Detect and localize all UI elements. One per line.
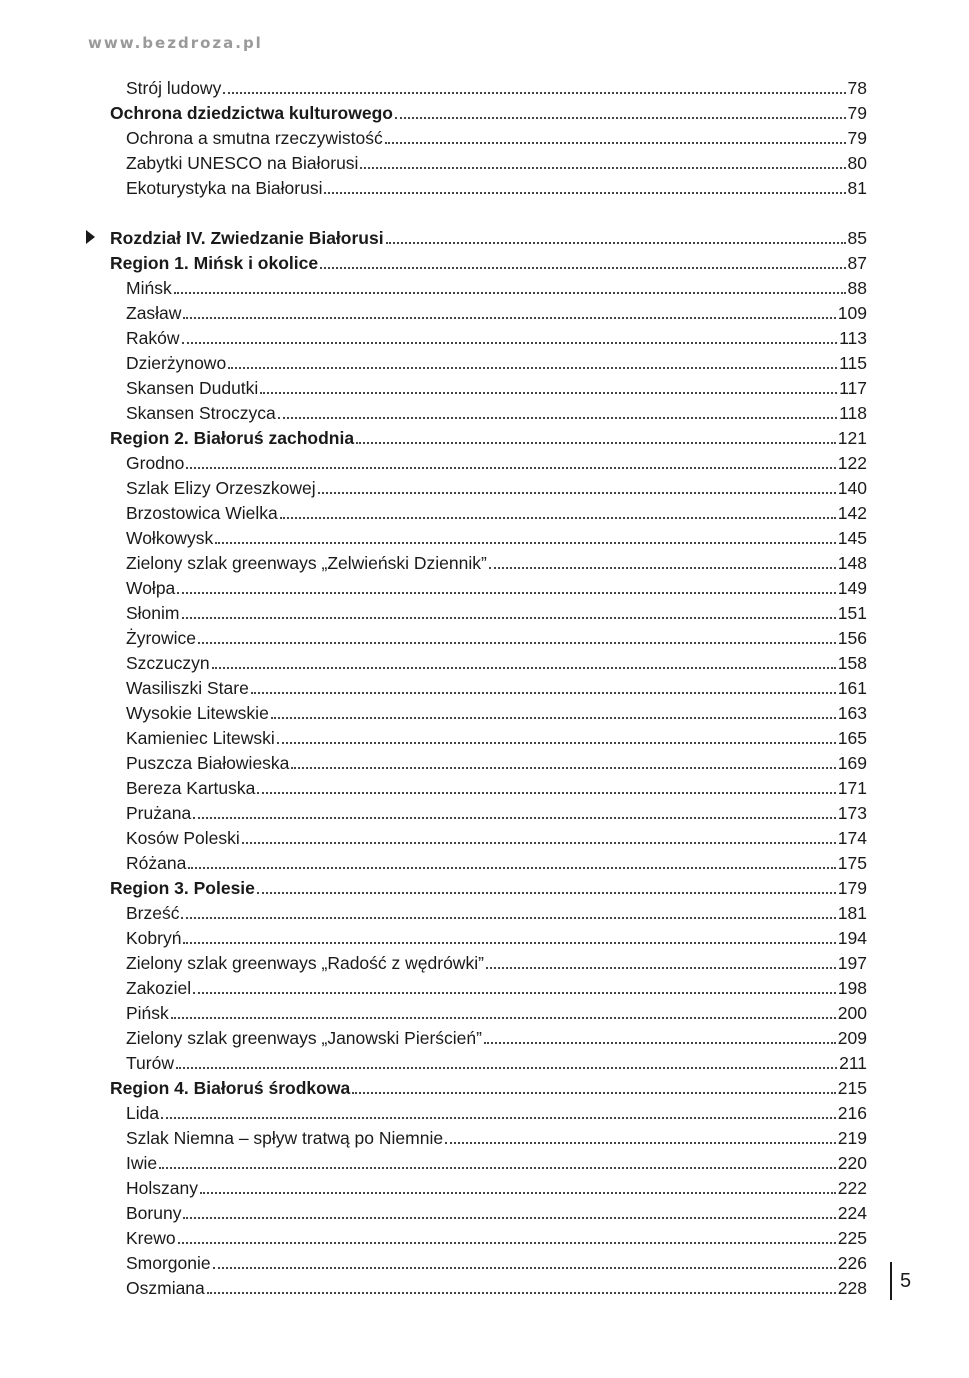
toc-entry-page: 156 [837, 628, 867, 648]
toc-entry-label: Strój ludowy [126, 78, 222, 98]
toc-entry-page: 220 [837, 1153, 867, 1173]
toc-entry-sub[interactable] [126, 1099, 867, 1124]
dot-leader [257, 792, 835, 794]
dot-leader [215, 542, 836, 544]
dot-leader [360, 167, 845, 169]
toc-entry-sub[interactable] [126, 799, 867, 824]
toc-entry-sub[interactable] [126, 374, 867, 399]
dot-leader [291, 767, 835, 769]
toc-entry-sub[interactable] [126, 574, 867, 599]
toc-entry-page: 145 [837, 528, 867, 548]
dot-leader [385, 142, 846, 144]
toc-entry-chapter[interactable] [110, 224, 867, 249]
dot-leader [183, 317, 835, 319]
toc-entry-sub[interactable] [126, 699, 867, 724]
toc-entry-label: Dzierżynowo [126, 353, 227, 373]
toc-entry-page: 169 [837, 753, 867, 773]
toc-entry-page: 142 [837, 503, 867, 523]
toc-entry-page: 121 [837, 428, 867, 448]
dot-leader [251, 692, 836, 694]
dot-leader [177, 592, 836, 594]
dot-leader [161, 1117, 836, 1119]
toc-entry-page: 215 [837, 1078, 867, 1098]
dot-leader [484, 1042, 836, 1044]
toc-entry-sub[interactable] [126, 924, 867, 949]
toc-entry-page: 181 [837, 903, 867, 923]
toc-entry-sub[interactable] [126, 1124, 867, 1149]
toc-entry-page: 81 [847, 178, 867, 198]
toc-entry-page: 80 [847, 153, 867, 173]
toc-entry-label: Szlak Elizy Orzeszkowej [126, 478, 316, 498]
toc-entry-page: 88 [847, 278, 867, 298]
toc-entry-sub[interactable] [126, 824, 867, 849]
dot-leader [223, 92, 845, 94]
dot-leader [212, 667, 836, 669]
toc-entry-label: Ochrona dziedzictwa kulturowego [110, 103, 393, 123]
toc-entry-label: Wysokie Litewskie [126, 703, 269, 723]
toc-entry-sub[interactable] [126, 299, 867, 324]
dot-leader [318, 492, 836, 494]
toc-entry-label: Kosów Poleski [126, 828, 240, 848]
toc-entry-page: 165 [837, 728, 867, 748]
toc-entry-page: 226 [837, 1253, 867, 1273]
toc-entry-label: Bereza Kartuska [126, 778, 256, 798]
toc-entry-sub[interactable] [126, 399, 867, 424]
toc-entry-sub[interactable] [126, 749, 867, 774]
toc-entry-label: Zabytki UNESCO na Białorusi [126, 153, 359, 173]
toc-entry-page: 209 [837, 1028, 867, 1048]
toc-entry-sub[interactable] [126, 1149, 867, 1174]
toc-entry-page: 122 [837, 453, 867, 473]
dot-leader [260, 392, 837, 394]
toc-entry-page: 109 [837, 303, 867, 323]
toc-entry-label: Zasław [126, 303, 182, 323]
dot-leader [213, 1267, 836, 1269]
toc-entry-page: 149 [837, 578, 867, 598]
dot-leader [320, 267, 845, 269]
toc-entry-sub[interactable] [126, 774, 867, 799]
toc-entry-page: 79 [847, 103, 867, 123]
toc-entry-page: 228 [837, 1278, 867, 1298]
toc-entry-label: Iwie [126, 1153, 158, 1173]
toc-entry-label: Żyrowice [126, 628, 197, 648]
toc-entry-label: Słonim [126, 603, 180, 623]
toc-entry-sub[interactable] [126, 999, 867, 1024]
toc-entry-label: Region 1. Mińsk i okolice [110, 253, 319, 273]
toc-entry-label: Oszmiana [126, 1278, 205, 1298]
toc-entry-page: 161 [837, 678, 867, 698]
dot-leader [277, 742, 836, 744]
page-number: 5 [890, 1262, 911, 1300]
dot-leader [242, 842, 836, 844]
toc-entry-sub[interactable] [126, 649, 867, 674]
dot-leader [171, 1017, 836, 1019]
toc-entry-sub[interactable] [126, 74, 867, 99]
toc-entry-page: 140 [837, 478, 867, 498]
dot-leader [280, 517, 836, 519]
dot-leader [182, 342, 838, 344]
toc-entry-sub[interactable] [126, 174, 867, 199]
dot-leader [324, 192, 845, 194]
toc-entry-sub[interactable] [126, 1049, 867, 1074]
dot-leader [271, 717, 836, 719]
toc-entry-label: Mińsk [126, 278, 172, 298]
dot-leader [181, 917, 835, 919]
toc-entry-page: 216 [837, 1103, 867, 1123]
toc-entry-sub[interactable] [126, 599, 867, 624]
toc-entry-page: 118 [839, 403, 867, 423]
toc-entry-label: Zielony szlak greenways „Zelwieński Dziennik” [126, 553, 487, 573]
chapter-marker-icon [86, 230, 95, 244]
toc-entry-label: Grodno [126, 453, 185, 473]
dot-leader [174, 292, 846, 294]
toc-entry-label: Wołpa [126, 578, 176, 598]
toc-entry-label: Krewo [126, 1228, 176, 1248]
toc-entry-sub[interactable] [126, 624, 867, 649]
dot-leader [193, 992, 836, 994]
toc-entry-page: 85 [847, 228, 867, 248]
toc-entry-page: 194 [837, 928, 867, 948]
header-url: www.bezdroza.pl [88, 34, 263, 52]
toc-entry-sub[interactable] [126, 899, 867, 924]
dot-leader [186, 467, 835, 469]
toc-entry-sub[interactable] [126, 324, 867, 349]
toc-entry-page: 163 [837, 703, 867, 723]
toc-entry-label: Szlak Niemna – spływ tratwą po Niemnie [126, 1128, 444, 1148]
toc-entry-page: 222 [837, 1178, 867, 1198]
toc-entry-page: 174 [837, 828, 867, 848]
toc-entry-page: 148 [837, 553, 867, 573]
toc-entry-sub[interactable] [126, 949, 867, 974]
toc-entry-sub[interactable] [126, 449, 867, 474]
dot-leader [489, 567, 836, 569]
toc-entry-section[interactable] [110, 1074, 867, 1099]
toc-entry-page: 151 [837, 603, 867, 623]
dot-leader [183, 942, 835, 944]
toc-entry-label: Raków [126, 328, 180, 348]
toc-entry-page: 219 [837, 1128, 867, 1148]
toc-entry-page: 225 [837, 1228, 867, 1248]
toc-entry-page: 171 [837, 778, 867, 798]
toc-entry-label: Ekoturystyka na Białorusi [126, 178, 323, 198]
dot-leader [159, 1167, 836, 1169]
toc-entry-label: Prużana [126, 803, 192, 823]
dot-leader [183, 1217, 835, 1219]
dot-leader [395, 117, 846, 119]
toc-entry-section[interactable] [110, 249, 867, 274]
toc-entry-page: 197 [837, 953, 867, 973]
toc-entry-sub[interactable] [126, 849, 867, 874]
toc-entry-page: 173 [837, 803, 867, 823]
toc-entry-sub[interactable] [126, 274, 867, 299]
toc-entry-sub[interactable] [126, 1024, 867, 1049]
toc-entry-label: Lida [126, 1103, 160, 1123]
toc-entry-page: 87 [847, 253, 867, 273]
dot-leader [182, 617, 836, 619]
toc-entry-sub[interactable] [126, 1174, 867, 1199]
toc-entry-sub[interactable] [126, 549, 867, 574]
toc-entry-label: Region 3. Polesie [110, 878, 255, 898]
toc-entry-section[interactable] [110, 99, 867, 124]
toc-entry-page: 179 [837, 878, 867, 898]
toc-entry-page: 78 [847, 78, 867, 98]
toc-entry-sub[interactable] [126, 974, 867, 999]
toc-entry-sub[interactable] [126, 149, 867, 174]
toc-entry-page: 117 [839, 378, 867, 398]
toc-entry-page: 200 [837, 1003, 867, 1023]
dot-leader [257, 892, 836, 894]
toc-entry-sub[interactable] [126, 1274, 867, 1299]
toc-entry-page: 224 [837, 1203, 867, 1223]
dot-leader [228, 367, 837, 369]
dot-leader [188, 867, 835, 869]
dot-leader [386, 242, 846, 244]
toc-entry-page: 198 [837, 978, 867, 998]
toc-entry-sub[interactable] [126, 349, 867, 374]
toc-entry-label: Brzostowica Wielka [126, 503, 278, 523]
toc-entry-label: Smorgonie [126, 1253, 211, 1273]
toc-entry-sub[interactable] [126, 1249, 867, 1274]
toc-entry-label: Wasiliszki Stare [126, 678, 249, 698]
toc-entry-section[interactable] [110, 874, 867, 899]
toc-entry-label: Zielony szlak greenways „Janowski Pierścień” [126, 1028, 482, 1048]
toc-entry-label: Region 2. Białoruś zachodnia [110, 428, 355, 448]
toc-entry-page: 211 [839, 1053, 867, 1073]
toc-entry-sub[interactable] [126, 499, 867, 524]
dot-leader [178, 1242, 836, 1244]
toc-entry-label: Holszany [126, 1178, 198, 1198]
toc-entry-label: Różana [126, 853, 187, 873]
toc-entry-label: Zielony szlak greenways „Radość z wędrówki” [126, 953, 484, 973]
toc-entry-label: Skansen Dudutki [126, 378, 259, 398]
toc-entry-label: Turów [126, 1053, 174, 1073]
toc-entry-sub[interactable] [126, 124, 867, 149]
toc-entry-page: 158 [837, 653, 867, 673]
toc-entry-sub[interactable] [126, 1199, 867, 1224]
dot-leader [352, 1092, 836, 1094]
toc-entry-page: 115 [839, 353, 867, 373]
dot-leader [445, 1142, 836, 1144]
toc-entry-sub[interactable] [126, 1224, 867, 1249]
toc-entry-sub[interactable] [126, 474, 867, 499]
toc-entry-sub[interactable] [126, 524, 867, 549]
toc-entry-label: Wołkowysk [126, 528, 214, 548]
toc-entry-page: 79 [847, 128, 867, 148]
dot-leader [207, 1292, 836, 1294]
toc-entry-page: 113 [839, 328, 867, 348]
toc-entry-label: Szczuczyn [126, 653, 210, 673]
toc-entry-section[interactable] [110, 424, 867, 449]
dot-leader [356, 442, 836, 444]
toc-entry-label: Puszcza Białowieska [126, 753, 290, 773]
toc-entry-label: Skansen Stroczyca [126, 403, 276, 423]
toc-entry-label: Boruny [126, 1203, 182, 1223]
dot-leader [486, 967, 836, 969]
toc-entry-sub[interactable] [126, 674, 867, 699]
toc-entry-label: Ochrona a smutna rzeczywistość [126, 128, 383, 148]
dot-leader [176, 1067, 837, 1069]
toc-entry-label: Region 4. Białoruś środkowa [110, 1078, 351, 1098]
toc-entry-label: Zakoziel [126, 978, 192, 998]
dot-leader [200, 1192, 836, 1194]
toc-entry-label: Pińsk [126, 1003, 169, 1023]
toc-entry-label: Kamieniec Litewski [126, 728, 275, 748]
toc-entry-sub[interactable] [126, 724, 867, 749]
dot-leader [198, 642, 836, 644]
toc-entry-label: Rozdział IV. Zwiedzanie Białorusi [110, 228, 384, 248]
dot-leader [278, 417, 837, 419]
dot-leader [193, 817, 836, 819]
toc-entry-label: Kobryń [126, 928, 182, 948]
toc-entry-label: Brześć [126, 903, 180, 923]
toc-entry-page: 175 [837, 853, 867, 873]
